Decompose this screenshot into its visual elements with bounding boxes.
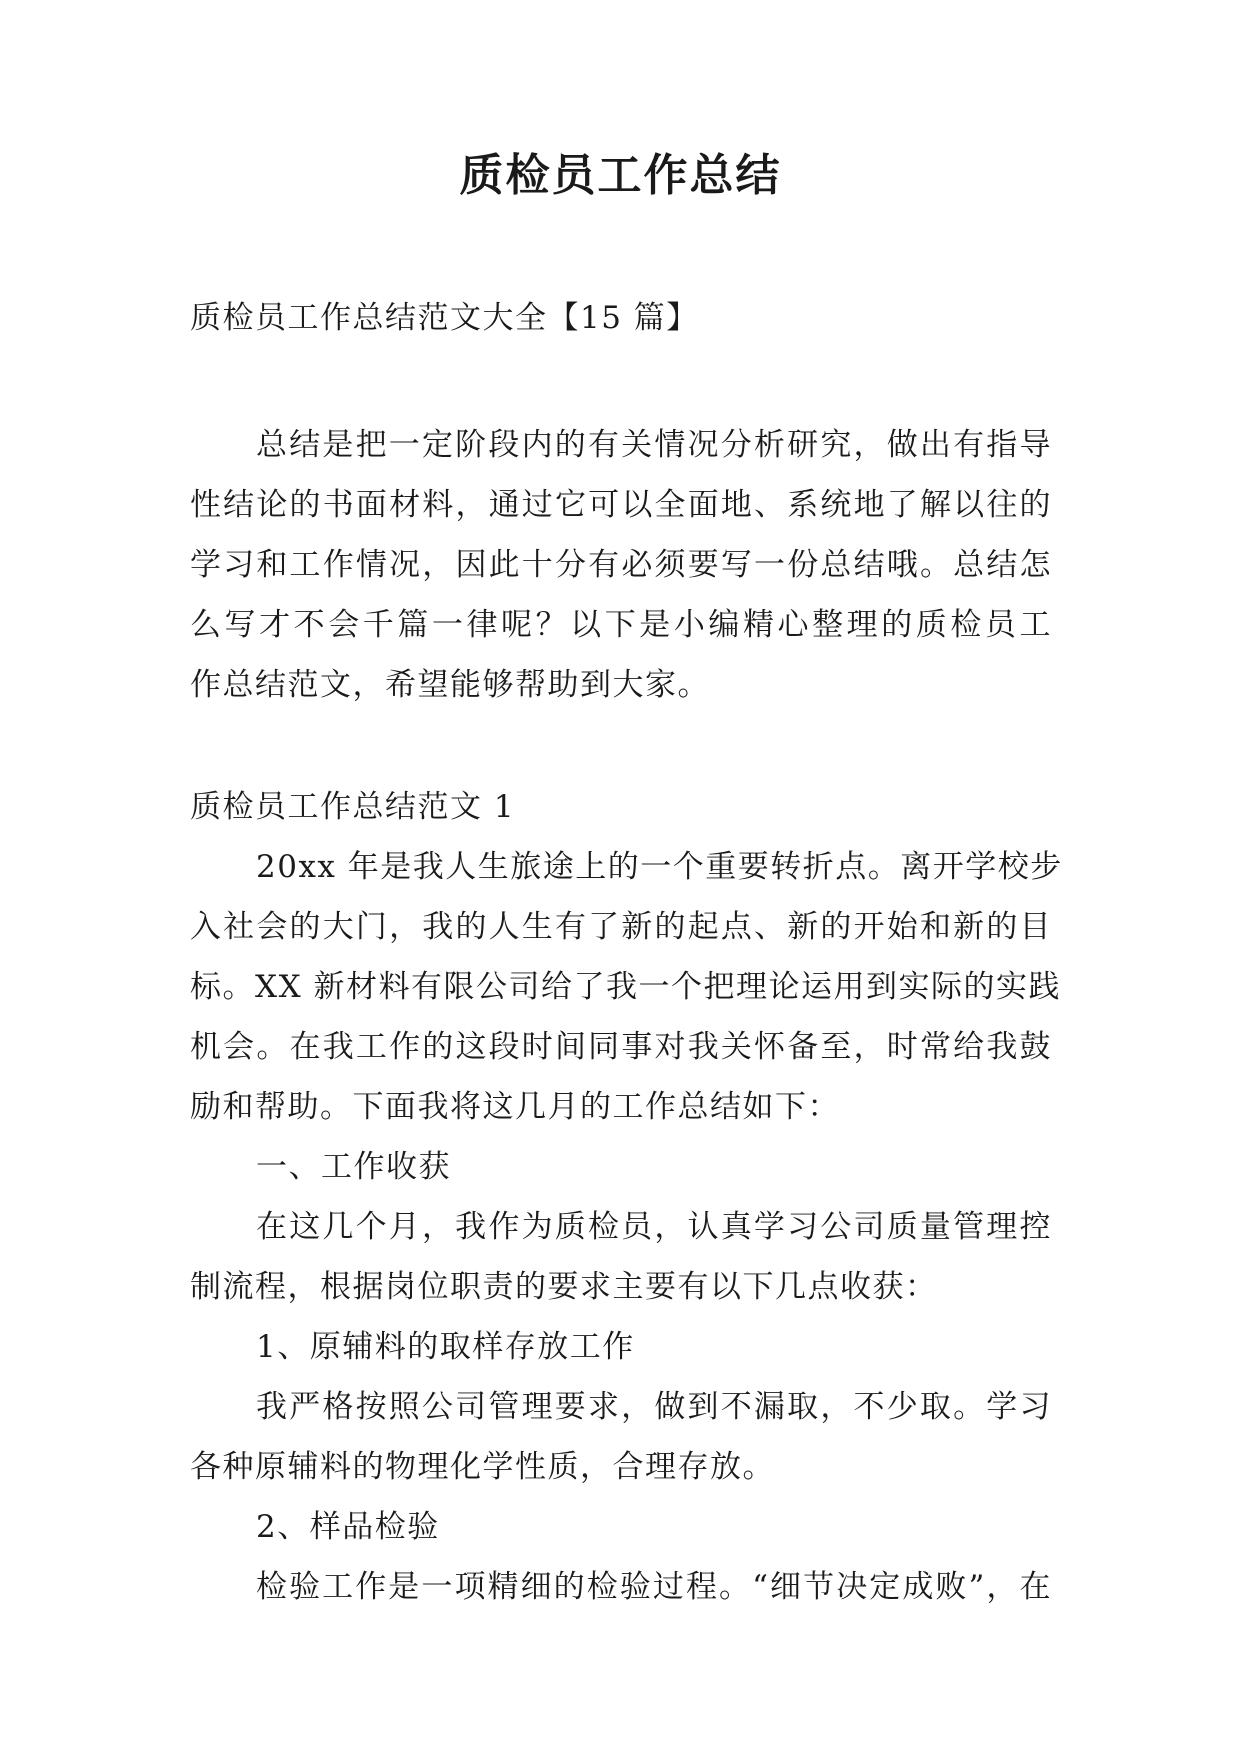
section-line-13: 检验工作是一项精细的检验过程。“细节决定成败”，在 (256, 1569, 1052, 1605)
intro-line-1: 总结是把一定阶段内的有关情况分析研究，做出有指导 (256, 427, 1052, 463)
subheading-sampling: 1、原辅料的取样存放工作 (256, 1329, 635, 1365)
section-line-5: 励和帮助。下面我将这几月的工作总结如下： (190, 1089, 840, 1125)
section-line-8: 制流程，根据岗位职责的要求主要有以下几点收获： (190, 1269, 938, 1305)
subheading-work-gains: 一、工作收获 (256, 1149, 451, 1185)
section-line-3: 标。XX 新材料有限公司给了我一个把理论运用到实际的实践 (190, 969, 1061, 1005)
document-body (190, 288, 1063, 1617)
section-line-10: 我严格按照公司管理要求，做到不漏取，不少取。学习 (256, 1389, 1052, 1425)
section-line-1: 20xx 年是我人生旅途上的一个重要转折点。离开学校步 (256, 849, 1063, 885)
intro-line-2: 性结论的书面材料，通过它可以全面地、系统地了解以往的 (190, 487, 1052, 523)
spacer (190, 715, 1052, 777)
section-line-7: 在这几个月，我作为质检员，认真学习公司质量管理控 (256, 1209, 1052, 1245)
intro-line-5: 作总结范文，希望能够帮助到大家。 (190, 667, 710, 703)
document-subtitle: 质检员工作总结范文大全【15 篇】 (190, 300, 699, 336)
intro-line-4: 么写才不会千篇一律呢？以下是小编精心整理的质检员工 (190, 607, 1052, 643)
document-title: 质检员工作总结 (459, 150, 782, 201)
intro-line-3: 学习和工作情况，因此十分有必须要写一份总结哦。总结怎 (190, 547, 1052, 583)
spacer (190, 348, 1052, 415)
section-line-4: 机会。在我工作的这段时间同事对我关怀备至，时常给我鼓 (190, 1029, 1052, 1065)
section-line-11: 各种原辅料的物理化学性质，合理存放。 (190, 1449, 775, 1485)
section-heading: 质检员工作总结范文 1 (190, 789, 516, 825)
subheading-sample-inspection: 2、样品检验 (256, 1509, 440, 1545)
section-line-2: 入社会的大门，我的人生有了新的起点、新的开始和新的目 (190, 909, 1052, 945)
